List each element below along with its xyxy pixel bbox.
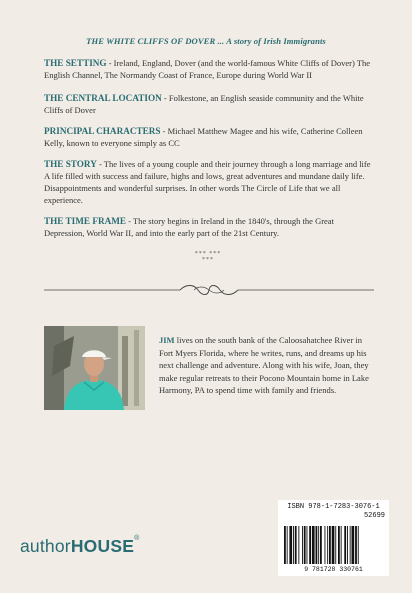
barcode-bar (335, 526, 336, 564)
separator-stars: *** *** *** (194, 251, 222, 263)
barcode-bar (293, 526, 294, 564)
barcode-bar (284, 526, 286, 564)
publisher-logo (20, 536, 139, 557)
publisher-logo-part2: HOUSE (70, 536, 135, 556)
section-time-frame (44, 215, 376, 239)
barcode-bar (347, 526, 348, 564)
section-principal-characters (44, 125, 376, 149)
barcode-bar (350, 526, 351, 564)
section-text: - Michael Matthew Magee and his wife, Catherine Colleen Kelly, known to everyone simply as CC (44, 126, 363, 148)
section-setting (44, 57, 376, 81)
barcode-bar (358, 526, 359, 564)
author-bio (159, 334, 376, 397)
section-story (44, 158, 376, 206)
section-label: THE SETTING (44, 58, 107, 68)
barcode-bar (327, 526, 328, 564)
barcode-bar (298, 526, 299, 564)
section-label: THE STORY (44, 159, 97, 169)
barcode-bar (318, 526, 319, 564)
isbn-number: ISBN 978-1-7283-3076-1 (287, 503, 380, 511)
section-text: - The story begins in Ireland in the 1840's, through the Great Depression, World War II, and into the early part of the 21st Century. (44, 216, 334, 238)
barcode-bar (341, 526, 342, 564)
barcode-bar (304, 526, 306, 564)
author-photo (44, 326, 145, 410)
barcode-bar (316, 526, 318, 564)
author-bio-text: lives on the south bank of the Caloosahatchee River in Fort Myers Florida, where he writes, runs, and dreams up his next challenge and adventure. Along with his wife, Joan, they make regular retreats to their Pocono Mountain home in Lake Harmony, PA to spend time with family and friends. (159, 335, 369, 395)
author-name: JIM (159, 335, 175, 345)
barcode (284, 526, 383, 566)
barcode-bar (338, 526, 340, 564)
barcode-number: 9 781728 330761 (304, 566, 363, 573)
barcode-bar (320, 526, 322, 564)
barcode-bar (329, 526, 331, 564)
section-label: THE CENTRAL LOCATION (44, 93, 162, 103)
section-text: - Ireland, England, Dover (and the world-famous White Cliffs of Dover) The English Channel, The Normandy Coast of France, Europe during World War II (44, 58, 370, 80)
section-text: - The lives of a young couple and their journey through a long marriage and life A life filled with success and failure, highs and lows, great adventures and mundane daily life. Disappointments and wonderful surprises. In other words The Circle of Life that we all experience. (44, 159, 371, 205)
barcode-bar (355, 526, 357, 564)
isbn-barcode-box (278, 500, 389, 576)
barcode-bar (332, 526, 335, 564)
barcode-bar (325, 526, 326, 564)
barcode-bar (289, 526, 292, 564)
publisher-logo-part1: author (20, 536, 71, 556)
barcode-bar (312, 526, 315, 564)
barcode-bar (307, 526, 308, 564)
ornamental-divider (44, 283, 374, 297)
barcode-bar (287, 526, 288, 564)
section-label: THE TIME FRAME (44, 216, 127, 226)
registered-mark: ® (134, 535, 140, 542)
barcode-bar (309, 526, 311, 564)
isbn-label (278, 503, 389, 521)
barcode-bar (344, 526, 346, 564)
section-text: - Folkestone, an English seaside community and the White Cliffs of Dover (44, 93, 364, 115)
barcode-bar (352, 526, 355, 564)
barcode-bar (302, 526, 303, 564)
isbn-price-code: 52699 (363, 512, 385, 520)
section-central-location (44, 92, 376, 116)
section-label: PRINCIPAL CHARACTERS (44, 126, 161, 136)
book-title: THE WHITE CLIFFS OF DOVER ... A story of Irish Immigrants (86, 36, 326, 46)
barcode-bar (295, 526, 297, 564)
